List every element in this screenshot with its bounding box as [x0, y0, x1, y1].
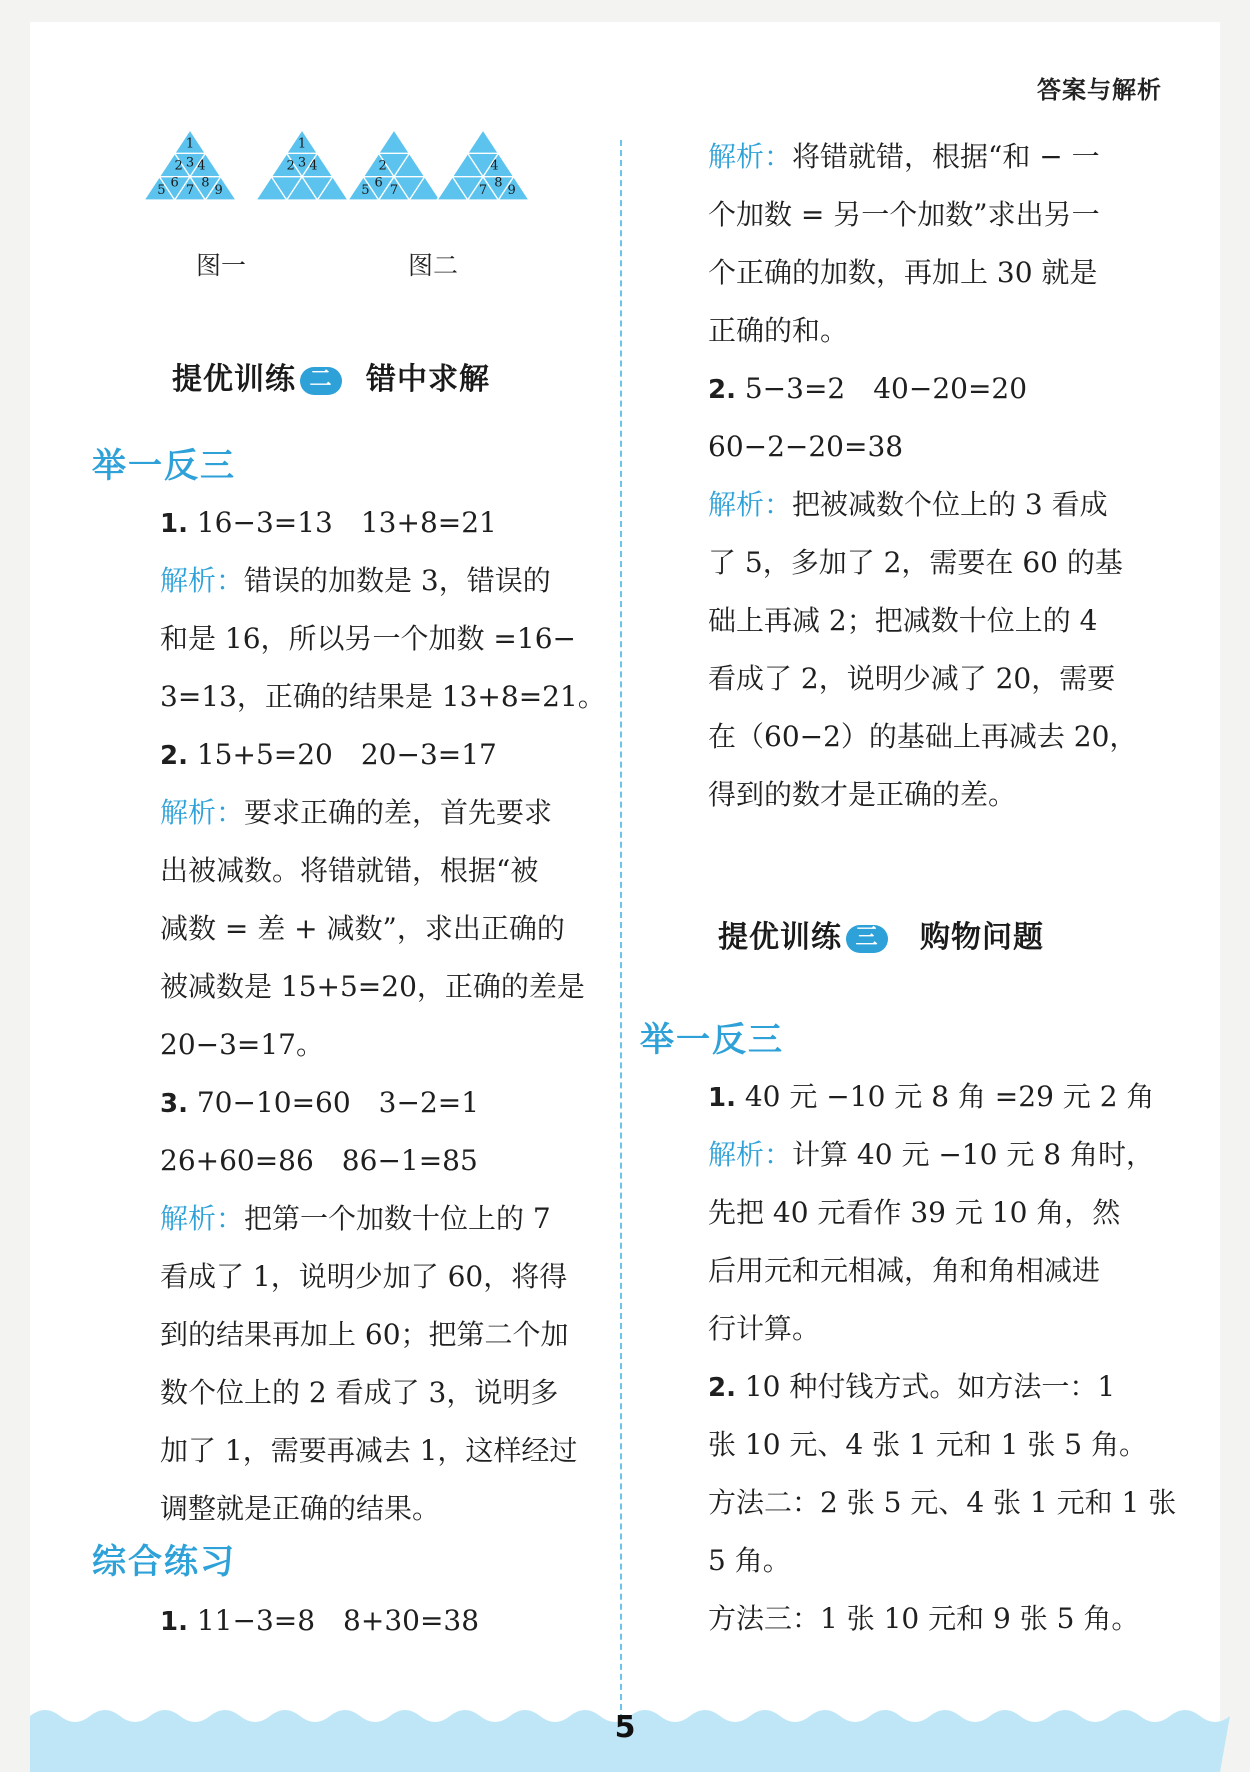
text-line	[160, 1364, 600, 1422]
analysis-label: 解析：	[708, 140, 793, 173]
text-line	[708, 1068, 1155, 1126]
line-text: 20−3=17。	[160, 1028, 324, 1061]
text-line	[160, 784, 600, 842]
line-text: 5 角。	[708, 1544, 791, 1577]
text-line	[708, 1242, 1148, 1300]
line-text: 减数 = 差 + 减数”，求出正确的	[160, 912, 565, 945]
text-line	[708, 1126, 1154, 1184]
line-text: 错误的加数是 3，错误的	[244, 564, 551, 597]
line-text: 了 5，多加了 2，需要在 60 的基	[708, 546, 1123, 579]
line-text: 张 10 元、4 张 1 元和 1 张 5 角。	[708, 1428, 1147, 1461]
pyramid-number: 8	[201, 175, 210, 191]
text-line	[160, 1132, 600, 1190]
right-column-bottom-text	[708, 1068, 1177, 1648]
pyramid-number: 9	[507, 183, 516, 198]
line-text: 个正确的加数，再加上 30 就是	[708, 256, 1098, 289]
left-bottom-text	[160, 1592, 600, 1650]
item-number: 2.	[708, 375, 736, 405]
line-text: 出被减数。将错就错，根据“被	[160, 854, 539, 887]
line-text: 行计算。	[708, 1312, 821, 1345]
pyramid-number: 3	[297, 155, 307, 171]
text-line	[708, 244, 1148, 302]
line-text: 得到的数才是正确的差。	[708, 778, 1017, 811]
text-line	[160, 842, 600, 900]
left-column-text	[160, 494, 606, 1538]
text-line	[160, 552, 600, 610]
text-line	[708, 1474, 1177, 1532]
pyramid-number: 2	[286, 158, 295, 174]
pyramid-number: 1	[185, 136, 195, 152]
section-3-badge-number: 三	[855, 924, 879, 950]
text-line	[708, 186, 1148, 244]
section-2-title-b: 错中求解	[366, 362, 490, 397]
item-number: 1.	[708, 1083, 736, 1113]
text-line	[708, 1300, 1148, 1358]
pyramid-number: 5	[157, 183, 166, 198]
text-line	[708, 534, 1148, 592]
pyramid-number: 6	[374, 175, 383, 191]
line-text: 26+60=86 86−1=85	[160, 1144, 478, 1177]
text-line	[708, 476, 1148, 534]
item-number: 1.	[160, 1607, 188, 1637]
text-line	[708, 418, 1148, 476]
text-line	[708, 302, 1148, 360]
text-line	[160, 900, 600, 958]
section-3-title-b: 购物问题	[920, 920, 1044, 955]
analysis-label: 解析：	[708, 488, 793, 521]
pyramid-number: 7	[185, 183, 195, 198]
text-line	[708, 128, 1148, 186]
line-text: 方法三：1 张 10 元和 9 张 5 角。	[708, 1602, 1140, 1635]
text-line	[708, 1532, 1148, 1590]
pyramid-number: 7	[478, 183, 488, 198]
line-text: 到的结果再加上 60；把第二个加	[160, 1318, 569, 1351]
line-text: 把第一个加数十位上的 7	[244, 1202, 551, 1235]
pyramid-number: 5	[361, 183, 370, 198]
line-text: 和是 16，所以另一个加数 =16−	[160, 622, 576, 655]
text-line	[160, 1248, 600, 1306]
pyramid-number: 2	[174, 158, 183, 174]
section-2-badge	[300, 367, 342, 395]
text-line	[160, 668, 606, 726]
pyramid-4	[437, 130, 529, 200]
analysis-label: 解析：	[708, 1138, 793, 1171]
section-2-badge-number: 二	[309, 366, 333, 392]
line-text: 计算 40 元 −10 元 8 角时，	[792, 1138, 1154, 1171]
text-line	[160, 1190, 600, 1248]
pyramid-number: 8	[494, 175, 503, 191]
pyramid-3	[348, 130, 440, 200]
section-3-badge	[846, 925, 888, 953]
right-column-top-text	[708, 128, 1148, 824]
text-line	[160, 1074, 600, 1132]
line-text: 15+5=20 20−3=17	[187, 738, 497, 771]
text-line	[160, 1016, 600, 1074]
text-line	[160, 610, 600, 668]
line-text: 数个位上的 2 看成了 3，说明多	[160, 1376, 559, 1409]
pyramid-number: 7	[389, 183, 399, 198]
line-text: 础上再减 2；把减数十位上的 4	[708, 604, 1098, 637]
text-line	[708, 766, 1148, 824]
item-number: 2.	[160, 741, 188, 771]
pyramid-number: 4	[490, 158, 499, 174]
text-line	[708, 1358, 1148, 1416]
pyramid-number: 4	[309, 158, 318, 174]
pyramid-number: 4	[197, 158, 206, 174]
analysis-label: 解析：	[160, 564, 245, 597]
text-line	[708, 1184, 1148, 1242]
figure-1-label: 图一	[196, 251, 247, 280]
page-number: 5	[614, 1710, 636, 1745]
column-divider	[620, 140, 622, 1720]
analysis-label: 解析：	[160, 796, 245, 829]
line-text: 3=13，正确的结果是 13+8=21。	[160, 680, 606, 713]
pyramid-number: 3	[185, 155, 195, 171]
text-line	[160, 1480, 600, 1538]
text-line	[160, 1422, 600, 1480]
line-text: 10 种付钱方式。如方法一：1	[735, 1370, 1116, 1403]
text-line	[708, 592, 1148, 650]
text-line	[160, 494, 600, 552]
heading-jyfs-2: 举一反三	[640, 1020, 784, 1060]
line-text: 60−2−20=38	[708, 430, 904, 463]
section-title-3	[718, 912, 1044, 956]
text-line	[708, 1416, 1148, 1474]
item-number: 3.	[160, 1089, 188, 1119]
line-text: 方法二：2 张 5 元、4 张 1 元和 1 张	[708, 1486, 1177, 1519]
line-text: 把被减数个位上的 3 看成	[792, 488, 1108, 521]
line-text: 5−3=2 40−20=20	[735, 372, 1028, 405]
line-text: 被减数是 15+5=20，正确的差是	[160, 970, 585, 1003]
text-line	[708, 708, 1148, 766]
pyramid-number: 1	[297, 136, 307, 152]
text-line	[160, 1592, 600, 1650]
item-number: 1.	[160, 509, 188, 539]
line-text: 个加数 = 另一个加数”求出另一	[708, 198, 1100, 231]
text-line	[708, 650, 1148, 708]
pyramid-number: 2	[378, 158, 387, 174]
line-text: 70−10=60 3−2=1	[187, 1086, 480, 1119]
line-text: 要求正确的差，首先要求	[244, 796, 553, 829]
heading-jyfs: 举一反三	[92, 446, 236, 486]
line-text: 在（60−2）的基础上再减去 20，	[708, 720, 1138, 753]
section-title-2	[172, 354, 490, 398]
line-text: 看成了 1，说明少加了 60，将得	[160, 1260, 568, 1293]
line-text: 后用元和元相减，角和角相减进	[708, 1254, 1101, 1287]
text-line	[160, 1306, 600, 1364]
text-line	[708, 1590, 1148, 1648]
line-text: 看成了 2，说明少减了 20，需要	[708, 662, 1116, 695]
line-text: 40 元 −10 元 8 角 =29 元 2 角	[735, 1080, 1155, 1113]
section-3-title-a: 提优训练	[718, 920, 842, 955]
analysis-label: 解析：	[160, 1202, 245, 1235]
pyramid-2	[256, 130, 348, 200]
line-text: 加了 1，需要再减去 1，这样经过	[160, 1434, 578, 1467]
line-text: 先把 40 元看作 39 元 10 角，然	[708, 1196, 1121, 1229]
text-line	[160, 726, 600, 784]
pyramid-number: 6	[170, 175, 179, 191]
running-header: 答案与解析	[1037, 76, 1162, 104]
section-2-title-a: 提优训练	[172, 362, 296, 397]
text-line	[160, 958, 600, 1016]
heading-zhlx: 综合练习	[92, 1542, 236, 1582]
pyramid-1	[144, 130, 236, 200]
text-line	[708, 360, 1148, 418]
line-text: 将错就错，根据“和 − 一	[792, 140, 1100, 173]
item-number: 2.	[708, 1373, 736, 1403]
figure-2-label: 图二	[408, 251, 459, 280]
line-text: 16−3=13 13+8=21	[187, 506, 497, 539]
line-text: 11−3=8 8+30=38	[187, 1604, 480, 1637]
line-text: 正确的和。	[708, 314, 849, 347]
pyramid-number: 9	[214, 183, 223, 198]
line-text: 调整就是正确的结果。	[160, 1492, 441, 1525]
